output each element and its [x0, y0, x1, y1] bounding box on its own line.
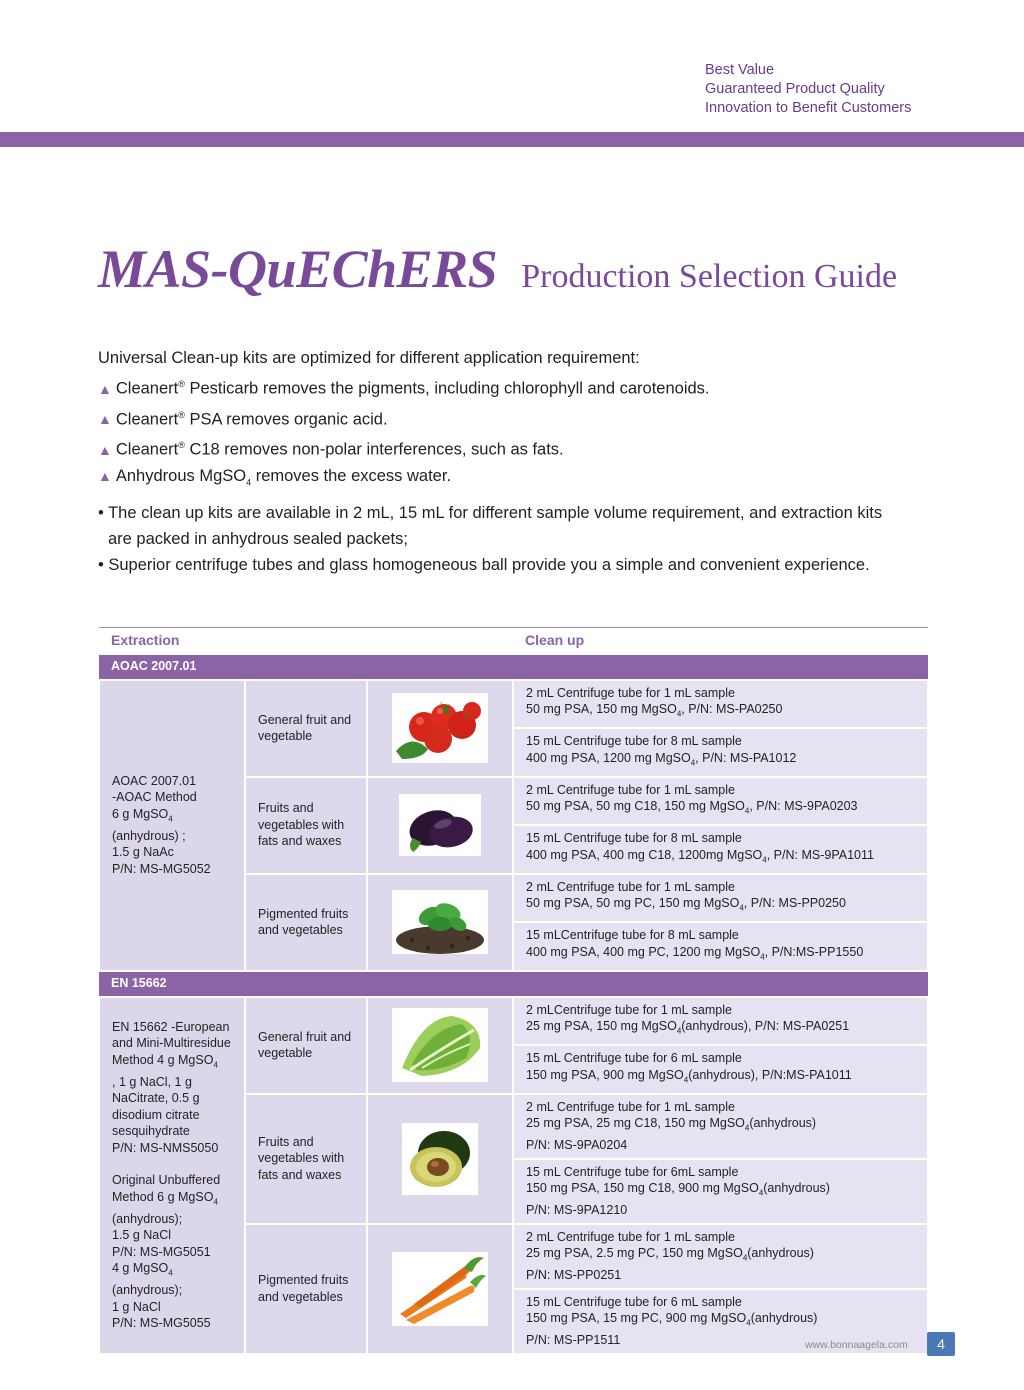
- cleanup-line: 50 mg PSA, 50 mg PC, 150 mg MgSO$_4$, P/N: MS-PP0250: [526, 896, 846, 913]
- title-sub: Production Selection Guide: [521, 258, 898, 295]
- method-line: sesquihydrate: [112, 1124, 190, 1138]
- tagline-line: Best Value: [705, 62, 775, 78]
- cleanup-line: 150 mg PSA, 150 mg C18, 900 mg MgSO$_4$(anhydrous): [526, 1181, 830, 1198]
- intro-item: [98, 371, 938, 402]
- intro-item-text: Cleanert: [115, 410, 179, 428]
- bullet-line: are packed in anhydrous sealed packets;: [108, 530, 408, 548]
- method-line: NaCitrate, 0.5 g: [112, 1091, 200, 1105]
- cleanup-line: 150 mg PSA, 900 mg MgSO$_4$(anhydrous), P/N:MS-PA1011: [526, 1067, 852, 1084]
- cleanup-option: [513, 680, 928, 729]
- intro-item: [98, 463, 938, 495]
- bullet-line: • The clean up kits are available in 2 mL, 15 mL for different sample volume requirement, and extraction kits: [98, 504, 883, 522]
- sample-type: Fruits and vegetables with fats and waxes: [245, 1094, 367, 1224]
- cleanup-line: 15 mL Centrifuge tube for 6mL sample: [526, 1164, 739, 1179]
- cleanup-option: [513, 825, 928, 874]
- mint-soil-image: [367, 874, 513, 971]
- sample-type: Pigmented fruits and vegetables: [245, 1224, 367, 1354]
- cleanup-option: [513, 1094, 928, 1159]
- cleanup-option: [513, 728, 928, 777]
- table-row: [99, 680, 928, 729]
- method-line: P/N: MS-NMS5050: [112, 1140, 219, 1155]
- table-row: [99, 997, 928, 1046]
- selection-guide-table: [98, 627, 929, 1355]
- registered-mark: ®: [178, 409, 185, 420]
- lettuce-image: [367, 997, 513, 1094]
- bullet-line: • Superior centrifuge tubes and glass homogeneous ball provide you a simple and convenient experience.: [98, 556, 870, 574]
- method-line: (anhydrous);: [112, 1283, 183, 1297]
- cleanup-option: [513, 997, 928, 1046]
- intro-item-text: removes the excess water.: [251, 466, 452, 485]
- cleanup-line: P/N: MS-PP1511: [526, 1333, 621, 1347]
- method-line: P/N: MS-MG5052: [112, 861, 211, 876]
- intro-item-text: Cleanert: [115, 379, 179, 398]
- method-line: P/N: MS-MG5055: [112, 1316, 211, 1330]
- method-line: 1.5 g NaCl: [112, 1228, 172, 1242]
- section-title: EN 15662: [99, 971, 928, 997]
- cleanup-line: 50 mg PSA, 50 mg C18, 150 mg MgSO$_4$, P/N: MS-9PA0203: [526, 799, 858, 816]
- cleanup-option: [513, 874, 928, 923]
- cleanup-option: [513, 1224, 928, 1289]
- cleanup-line: P/N: MS-PP0251: [526, 1268, 622, 1282]
- method-line: Original Unbuffered: [112, 1173, 221, 1187]
- tagline: [705, 61, 911, 118]
- section-title: AOAC 2007.01: [99, 654, 928, 680]
- carrot-image: [367, 1224, 513, 1354]
- cleanup-line: 25 mg PSA, 150 mg MgSO$_4$(anhydrous), P/N: MS-PA0251: [526, 1019, 850, 1036]
- header-extraction: Extraction: [99, 628, 513, 654]
- cleanup-line: 2 mL Centrifuge tube for 1 mL sample: [526, 782, 735, 797]
- cleanup-line: 50 mg PSA, 150 mg MgSO$_4$, P/N: MS-PA0250: [526, 702, 783, 719]
- cleanup-line: 15 mL Centrifuge tube for 6 mL sample: [526, 1051, 742, 1065]
- method-line: (anhydrous);: [112, 1211, 183, 1226]
- cleanup-option: [513, 1159, 928, 1224]
- cleanup-line: 400 mg PSA, 400 mg C18, 1200mg MgSO$_4$, P/N: MS-9PA1011: [526, 847, 874, 864]
- method-line: 6 g MgSO$_4$: [112, 806, 173, 824]
- triangle-icon: ▲: [98, 380, 112, 397]
- extraction-method: [99, 997, 245, 1354]
- intro-item-text: C18 removes non-polar interferences, such as fats.: [184, 440, 564, 459]
- cleanup-option: [513, 922, 928, 971]
- method-line: 1 g NaCl: [112, 1299, 161, 1314]
- cleanup-line: 400 mg PSA, 400 mg PC, 1200 mg MgSO$_4$, P/N:MS-PP1550: [526, 944, 864, 961]
- cleanup-line: 2 mL Centrifuge tube for 1 mL sample: [526, 1099, 735, 1114]
- registered-mark: ®: [178, 440, 185, 450]
- sample-type: General fruit and vegetable: [245, 680, 367, 777]
- cleanup-line: P/N: MS-9PA0204: [526, 1138, 628, 1152]
- spacer: [112, 1156, 232, 1172]
- tagline-line: Guaranteed Product Quality: [705, 81, 885, 97]
- intro-lead: Universal Clean-up kits are optimized for different application requirement:: [98, 349, 640, 367]
- cleanup-line: 2 mLCentrifuge tube for 1 mL sample: [526, 1002, 732, 1017]
- sample-type: General fruit and vegetable: [245, 997, 367, 1094]
- triangle-icon: ▲: [98, 411, 112, 427]
- cleanup-line: 15 mLCentrifuge tube for 8 mL sample: [526, 928, 739, 942]
- table-header-row: [99, 628, 928, 654]
- method-line: disodium citrate: [112, 1107, 200, 1122]
- method-line: Method 6 g MgSO$_4$: [112, 1189, 218, 1206]
- intro: [98, 345, 938, 495]
- cleanup-line: 25 mg PSA, 25 mg C18, 150 mg MgSO$_4$(anhydrous): [526, 1116, 817, 1133]
- cleanup-line: 15 mL Centrifuge tube for 8 mL sample: [526, 734, 742, 748]
- avocado-image: [367, 1094, 513, 1224]
- sample-type: Pigmented fruits and vegetables: [245, 874, 367, 971]
- method-line: 1.5 g NaAc: [112, 845, 174, 860]
- tomato-image: [367, 680, 513, 777]
- method-line: , 1 g NaCl, 1 g: [112, 1074, 192, 1089]
- method-line: Method 4 g MgSO$_4$: [112, 1052, 218, 1069]
- registered-mark: ®: [178, 379, 185, 389]
- method-line: EN 15662 -European: [112, 1019, 230, 1034]
- intro-item-text: Cleanert: [115, 440, 179, 459]
- intro-item: [98, 402, 938, 433]
- method-line: AOAC 2007.01: [112, 773, 197, 788]
- feature-bullets: [98, 500, 938, 578]
- title-main: MAS-QuEChERS: [98, 239, 498, 299]
- cleanup-line: 400 mg PSA, 1200 mg MgSO$_4$, P/N: MS-PA1012: [526, 750, 797, 767]
- method-line: 4 g MgSO$_4$: [112, 1261, 173, 1278]
- intro-item-text: PSA removes organic acid.: [184, 410, 388, 428]
- cleanup-line: 150 mg PSA, 15 mg PC, 900 mg MgSO$_4$(anhydrous): [526, 1311, 818, 1328]
- section-header-row: [99, 654, 928, 680]
- triangle-icon: ▲: [98, 467, 112, 484]
- cleanup-line: 15 mL Centrifuge tube for 6 mL sample: [526, 1294, 742, 1309]
- method-line: P/N: MS-MG5051: [112, 1244, 211, 1259]
- cleanup-line: 2 mL Centrifuge tube for 1 mL sample: [526, 1229, 735, 1244]
- page-number: 4: [927, 1332, 955, 1356]
- page-title: [98, 238, 897, 300]
- intro-item-text: Pesticarb removes the pigments, including chlorophyll and carotenoids.: [184, 379, 710, 398]
- cleanup-line: P/N: MS-9PA1210: [526, 1203, 628, 1217]
- triangle-icon: ▲: [98, 441, 112, 458]
- header-cleanup: Clean up: [513, 628, 928, 654]
- method-line: and Mini-Multiresidue: [112, 1036, 231, 1050]
- subscript: 4: [246, 476, 252, 487]
- sample-type: Fruits and vegetables with fats and waxes: [245, 777, 367, 874]
- cleanup-line: 2 mL Centrifuge tube for 1 mL sample: [526, 879, 735, 894]
- extraction-method: [99, 680, 245, 971]
- cleanup-option: [513, 1045, 928, 1094]
- header-bar: [0, 132, 1024, 147]
- eggplant-image: [367, 777, 513, 874]
- section-header-row: [99, 971, 928, 997]
- cleanup-line: 2 mL Centrifuge tube for 1 mL sample: [526, 685, 735, 700]
- method-line: -AOAC Method: [112, 790, 197, 805]
- cleanup-line: 25 mg PSA, 2.5 mg PC, 150 mg MgSO$_4$(anhydrous): [526, 1246, 814, 1263]
- intro-item: [98, 432, 938, 463]
- intro-item-text: Anhydrous MgSO: [115, 466, 247, 485]
- tagline-line: Innovation to Benefit Customers: [705, 100, 912, 116]
- method-line: (anhydrous) ;: [112, 828, 186, 843]
- website-url: www.bonnaagela.com: [805, 1339, 908, 1351]
- cleanup-line: 15 mL Centrifuge tube for 8 mL sample: [526, 831, 742, 845]
- cleanup-option: [513, 777, 928, 826]
